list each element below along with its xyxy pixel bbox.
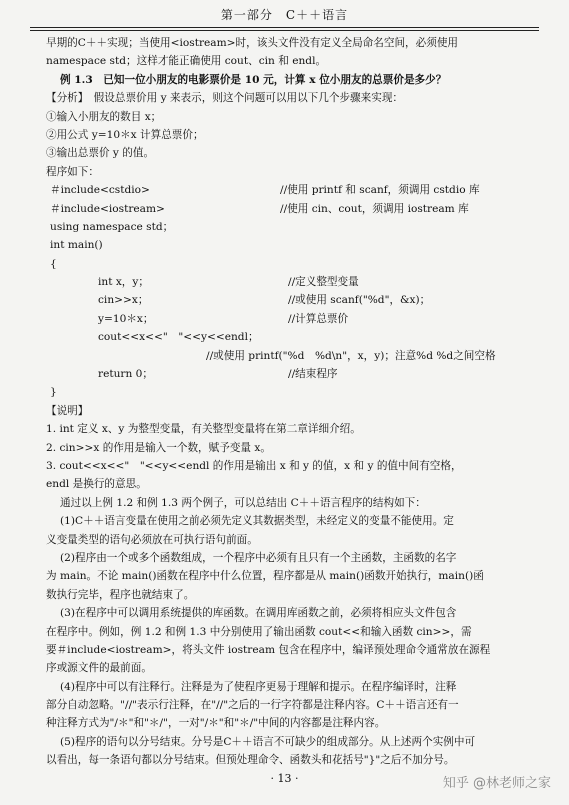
text-line: 为 main。不论 main()函数在程序中什么位置，程序都是从 main()函数开始执行，main()函 — [46, 570, 484, 583]
text-line: ③输出总票价 y 的值。 — [46, 147, 155, 160]
text-line: (1)C＋＋语言变量在使用之前必须先定义其数据类型，未经定义的变量不能使用。定 — [60, 515, 454, 528]
text-line: (3)在程序中可以调用系统提供的库函数。在调用库函数之前，必须将相应头文件包含 — [60, 607, 457, 620]
code-comment: //使用 printf 和 scanf，须调用 cstdio 库 — [280, 184, 480, 197]
text-line: 通过以上例 1.2 和例 1.3 两个例子，可以总结出 C＋＋语言程序的结构如下： — [60, 496, 426, 509]
code-comment: //定义整型变量 — [288, 276, 359, 289]
text-line — [46, 200, 527, 218]
code-comment: //或使用 scanf("%d"，&x)； — [288, 294, 431, 307]
code-comment: //使用 cin、cout，须调用 iostream 库 — [280, 202, 469, 215]
code-statement: return 0； — [98, 368, 154, 381]
text-line: endl 是换行的意思。 — [46, 478, 147, 491]
text-line — [46, 181, 527, 199]
text-line: 2. cin>>x 的作用是输入一个数，赋予变量 x。 — [46, 441, 271, 454]
text-line: 数执行完毕，程序也就结束了。 — [46, 588, 195, 601]
text-line: ②用公式 y=10＊x 计算总票价； — [46, 128, 204, 141]
watermark: 知乎 @林老师之家 — [442, 776, 551, 791]
text-line: 程序如下： — [46, 165, 99, 178]
text-line: } — [50, 386, 57, 399]
text-line: 【说明】 — [46, 404, 89, 417]
text-line: (4)程序中可以有注释行。注释是为了使程序更易于理解和提示。在程序编译时，注释 — [60, 680, 457, 693]
code-statement: y=10＊x； — [98, 312, 154, 325]
text-line: int main() — [50, 239, 103, 252]
text-line — [46, 310, 527, 328]
text-line: 种注释方式为"/＊"和"＊/"，一对"/＊"和"＊/"中间的内容都是注释内容。 — [46, 717, 386, 730]
text-line — [46, 291, 527, 309]
text-line: 3. cout<<x<<" "<<y<<endl 的作用是输出 x 和 y 的值，x 和 y 的值中间有空格， — [46, 459, 462, 472]
page-body — [46, 34, 527, 770]
code-statement: cin>>x； — [98, 294, 149, 307]
text-line: using namespace std； — [50, 220, 174, 233]
text-line: (5)程序的语句以分号结束。分号是C＋＋语言不可缺少的组成部分。从上述两个实例中可 — [60, 735, 476, 748]
text-line: 在程序中。例如，例 1.2 和例 1.3 中分别使用了输出函数 cout<<和输入函数 cin>>，需 — [46, 625, 472, 638]
header-rule — [30, 27, 539, 31]
text-line: 要＃include<iostream>，将头文件 iostream 包含在程序中，编译预处理命令通常放在源程 — [46, 643, 491, 656]
text-line: 以看出，每一条语句都以分号结束。但预处理命令、函数头和花括号"}"之后不加分号。 — [46, 754, 455, 767]
code-statement: ＃include<cstdio> — [50, 184, 150, 197]
text-line — [46, 365, 527, 383]
code-statement: int x，y； — [98, 276, 149, 289]
code-comment: //计算总票价 — [288, 312, 349, 325]
text-line: { — [50, 257, 57, 270]
text-line: 【分析】 假设总票价用 y 来表示，则这个问题可以用以下几个步骤来实现： — [46, 92, 404, 105]
text-line: 义变量类型的语句必须放在可执行语句前面。 — [46, 533, 258, 546]
code-statement: ＃include<iostream> — [50, 202, 165, 215]
text-line: //或使用 printf("%d %d\n"，x，y)；注意%d %d之间空格 — [206, 349, 496, 362]
running-header: 第一部分 C＋＋语言 — [220, 8, 349, 22]
code-comment: //结束程序 — [288, 368, 338, 381]
page-number: · 13 · — [270, 772, 299, 785]
text-line: 1. int 定义 x、y 为整型变量，有关整型变量将在第二章详细介绍。 — [46, 423, 361, 436]
text-line — [46, 273, 527, 291]
text-line: namespace std；这样才能正确使用 cout、cin 和 endl。 — [46, 55, 327, 68]
text-line: cout<<x<<" "<<y<<endl； — [98, 331, 259, 344]
text-line: 部分自动忽略。"//"表示行注释，在"//"之后的一行字符都是注释内容。C＋＋语言还有一 — [46, 699, 459, 712]
text-line: 例 1.3 已知一位小朋友的电影票价是 10 元，计算 x 位小朋友的总票价是多少？ — [60, 73, 447, 86]
text-line: (2)程序由一个或多个函数组成，一个程序中必须有且只有一个主函数，主函数的名字 — [60, 551, 457, 564]
text-line: ①输入小朋友的数目 x； — [46, 110, 162, 123]
text-line: 序或源文件的最前面。 — [46, 662, 152, 675]
text-line: 早期的C＋＋实现；当使用<iostream>时，该头文件没有定义全局命名空间，必须使用 — [46, 37, 459, 49]
